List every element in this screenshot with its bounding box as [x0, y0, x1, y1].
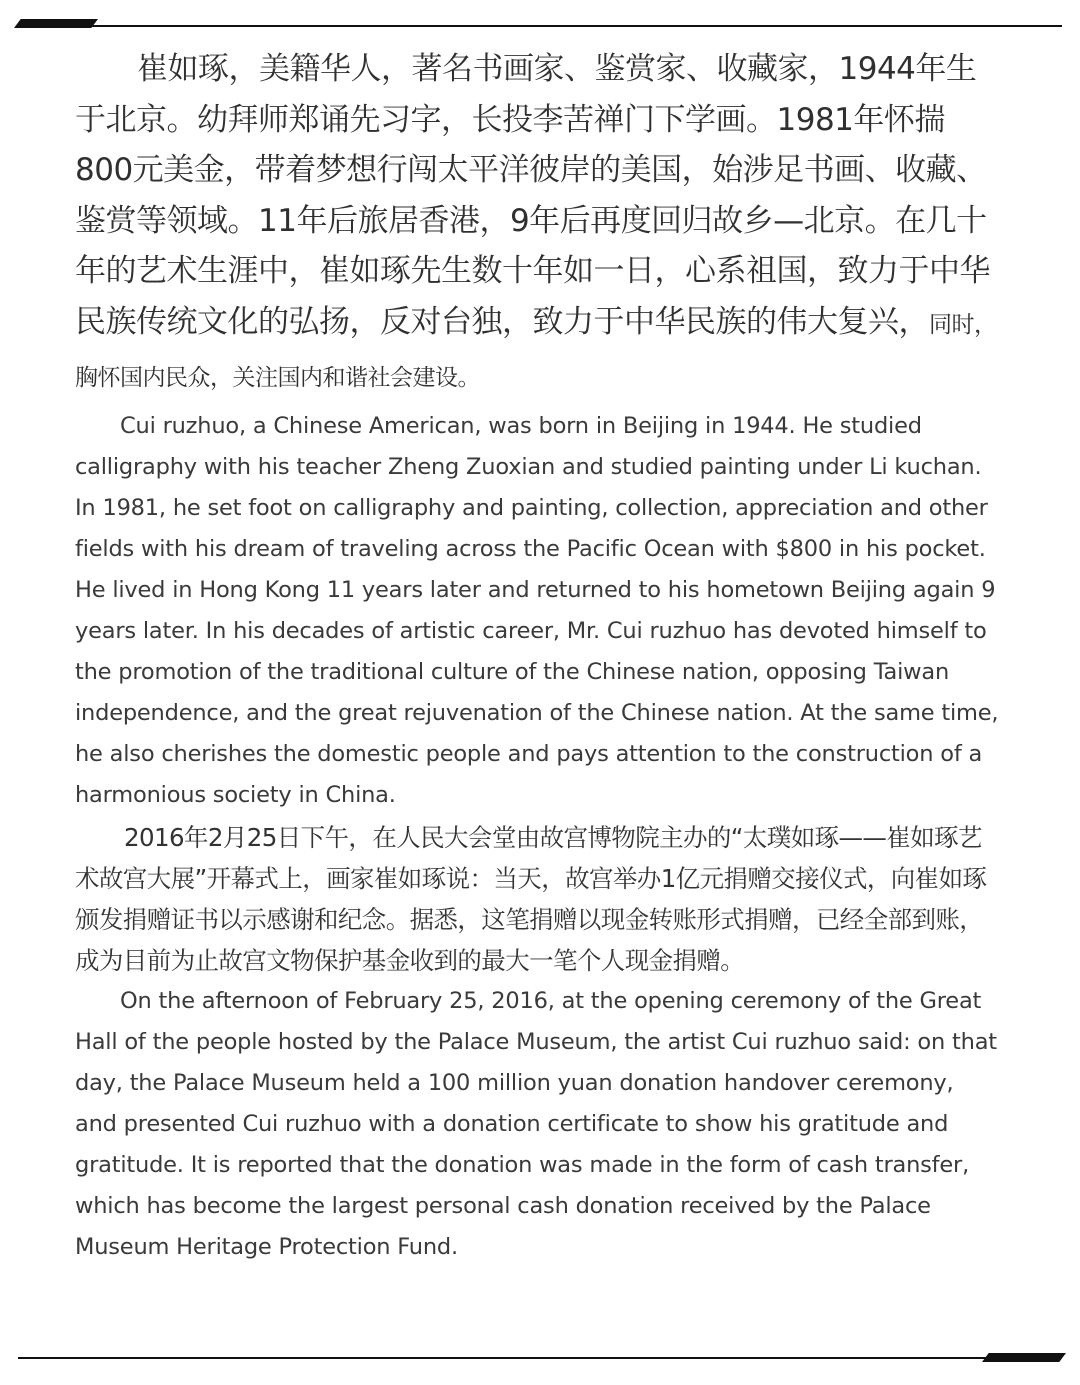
paragraph-zh-intro-text: 崔如琢，美籍华人，著名书画家、鉴赏家、收藏家，1944年生于北京。幼拜师郑诵先习字，长投李苦禅门下学画。1981年怀揣800元美金，带着梦想行闯太平洋彼岸的美国，始涉足书画、收藏、鉴赏等领域。11年后旅居香港，9年后再度回归故乡—北京。在几十年的艺术生涯中，崔如琢先生数十年如一日，心系祖国，致力于中华民族传统文化的弘扬，反对台独，致力于中华民族的伟大复兴， — [75, 51, 990, 340]
paragraph-zh-donation: 2016年2月25日下午，在人民大会堂由故宫博物院主办的“太璞如琢——崔如琢艺术故宫大展”开幕式上，画家崔如琢说：当天，故宫举办1亿元捐赠交接仪式，向崔如琢颁发捐赠证书以示感谢和纪念。据悉，这笔捐赠以现金转账形式捐赠，已经全部到账，成为目前为止故宫文物保护基金收到的最大一笔个人现金捐赠。 — [75, 822, 987, 975]
paragraph-en-intro: Cui ruzhuo, a Chinese American, was born in Beijing in 1944. He studied calligraphy with his teacher Zheng Zuoxian and studied painting under Li kuchan. In 1981, he set foot on calligraphy and painting, collection, appreciation and other fields with his dream of traveling across the Pacific Ocean with $800 in his pocket. He lived in Hong Kong 11 years later and returned to his hometown Beijing again 9 years later. In his decades of artistic career, Mr. Cui ruzhuo has devoted himself to the promotion of the traditional culture of the Chinese nation, opposing Taiwan independence, and the great rejuvenation of the Chinese nation. At the same time, he also cherishes the domestic people and pays attention to the construction of a harmonious society in China. — [75, 412, 999, 808]
paragraph-zh-intro-tail: 同时，胸怀国内民众，关注国内和谐社会建设。 — [75, 311, 997, 391]
paragraph-en-donation: On the afternoon of February 25, 2016, at the opening ceremony of the Great Hall of the people hosted by the Palace Museum, the artist Cui ruzhuo said: on that day, the Palace Museum held a 100 million yuan donation handover ceremony, and presented Cui ruzhuo with a donation certificate to show his gratitude and gratitude. It is reported that the donation was made in the form of cash transfer, which has become the largest personal cash donation received by the Palace Museum Heritage Protection Fund. — [75, 987, 997, 1260]
footer-tab-decoration — [982, 1353, 1066, 1362]
paragraph-zh-intro — [75, 44, 1000, 404]
footer-rule — [18, 1357, 1060, 1359]
article-body — [75, 44, 1000, 1268]
header-rule — [20, 25, 1062, 27]
